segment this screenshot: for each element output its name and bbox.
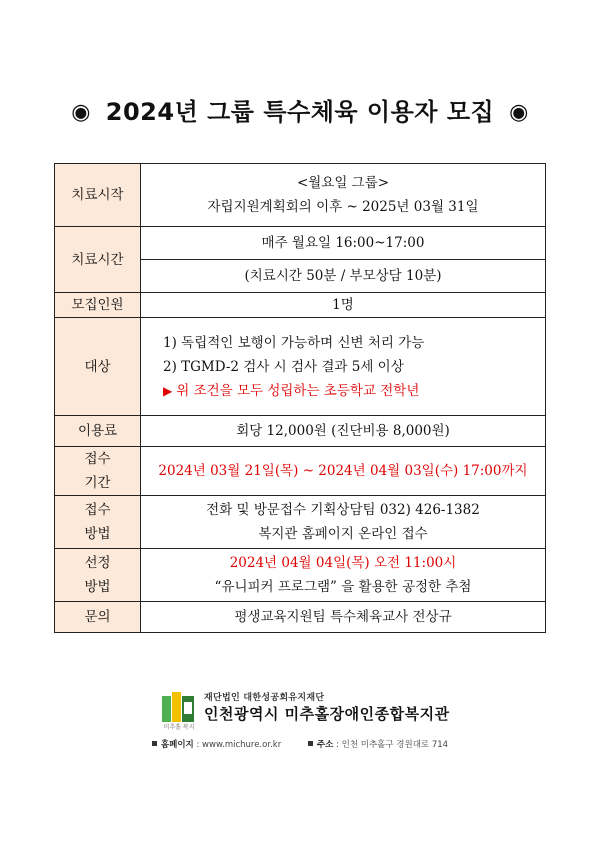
value-period: 2024년 03월 21일(목) ~ 2024년 04월 03일(수) 17:00까지 [141,447,546,496]
label-period-line2: 기간 [84,475,111,491]
address-value: : 인천 미추홀구 경원대로 714 [336,740,449,750]
address-info [308,738,448,750]
row-start [55,164,546,227]
start-group: <월요일 그룹> [296,175,390,191]
logo-caption: 미추홀 복지 [163,724,195,731]
selection-method: “유니피커 프로그램” 을 활용한 공정한 추첨 [214,579,472,595]
label-method-line1: 접수 [84,502,111,518]
row-recruit [55,293,546,318]
label-selection [55,549,141,602]
label-method [55,496,141,549]
page-title [65,92,535,127]
label-target: 대상 [55,318,141,416]
value-time-schedule: 매주 월요일 16:00~17:00 [141,227,546,260]
target-item-3-text: 위 조건을 모두 성립하는 초등학교 전학년 [176,382,420,399]
title-bullet-left-icon: ◉ [71,100,91,125]
value-time-detail: (치료시간 50분 / 부모상담 10분) [141,260,546,293]
homepage-link[interactable]: : www.michure.or.kr [196,740,282,750]
value-fee: 회당 12,000원 (진단비용 8,000원) [141,416,546,447]
arrow-right-icon: ▶ [163,383,173,398]
homepage-label: 홈페이지 [160,740,194,750]
selection-date: 2024년 04월 04일(목) 오전 11:00시 [229,555,457,571]
label-inquiry: 문의 [55,602,141,633]
label-selection-line1: 선정 [84,555,111,571]
start-period: 자립지원계획회의 이후 ~ 2025년 03월 31일 [207,199,479,215]
label-time: 치료시간 [55,227,141,293]
label-period [55,447,141,496]
value-inquiry: 평생교육지원팀 특수체육교사 전상규 [141,602,546,633]
row-target [55,318,546,416]
label-selection-line2: 방법 [84,579,111,595]
label-fee: 이용료 [55,416,141,447]
info-table [54,163,546,633]
row-fee [55,416,546,447]
target-item-1: 1) 독립적인 보행이 가능하며 신변 처리 가능 [163,334,425,351]
value-method [141,496,546,549]
homepage-info [152,738,281,750]
square-bullet-icon [152,741,157,746]
org-logo-block [162,690,452,730]
org-sub-name: 재단법인 대한성공회유지재단 [204,693,325,703]
value-start [141,164,546,227]
org-logo-icon [162,690,196,724]
label-recruit: 모집인원 [55,293,141,318]
method-online: 복지관 홈페이지 온라인 접수 [258,526,428,542]
row-time [55,227,546,260]
label-method-line2: 방법 [84,526,111,542]
target-item-3 [163,379,545,403]
title-text: 2024년 그룹 특수체육 이용자 모집 [105,98,495,126]
row-selection [55,549,546,602]
contact-line [0,738,600,750]
value-recruit: 1명 [141,293,546,318]
method-phone: 전화 및 방문접수 기획상담팀 032) 426-1382 [206,502,480,518]
value-target [141,318,546,416]
target-item-2: 2) TGMD-2 검사 시 검사 결과 5세 이상 [163,358,404,375]
row-method [55,496,546,549]
address-label: 주소 [316,740,334,750]
org-main-name: 인천광역시 미추홀장애인종합복지관 [204,705,450,723]
label-period-line1: 접수 [84,451,111,467]
row-period [55,447,546,496]
title-bullet-right-icon: ◉ [509,100,529,125]
square-bullet-icon [308,741,313,746]
label-start: 치료시작 [55,164,141,227]
page-title-wrap [0,92,600,127]
value-selection [141,549,546,602]
row-inquiry [55,602,546,633]
